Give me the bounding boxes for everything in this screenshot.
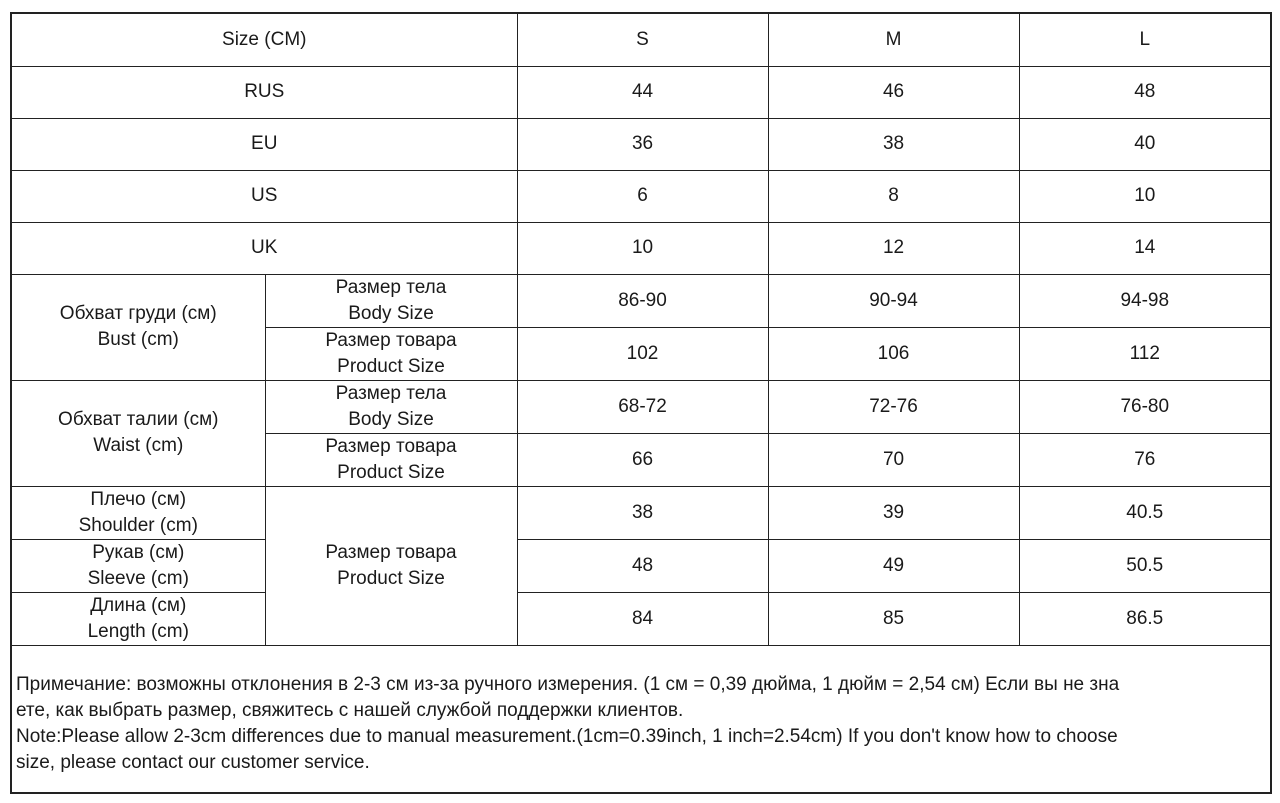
waist-label-en: Waist (cm): [93, 435, 184, 456]
table-cell: 76-80: [1019, 380, 1270, 433]
us-row: [12, 170, 1270, 222]
eu-row: [12, 118, 1270, 170]
table-cell: 102: [517, 327, 768, 380]
table-cell: 6: [517, 170, 768, 222]
table-cell: 46: [768, 66, 1019, 118]
table-cell: 36: [517, 118, 768, 170]
table-cell: 10: [1019, 170, 1270, 222]
table-cell: 40.5: [1019, 486, 1270, 539]
length-label-ru: Длина (см): [90, 594, 187, 616]
size-l-header: L: [1019, 14, 1270, 66]
note-ru-line-2: ете, как выбрать размер, свяжитесь с нашей службой поддержки клиентов.: [16, 700, 684, 721]
table-cell: 48: [517, 539, 768, 592]
table-cell: 49: [768, 539, 1019, 592]
product-size-label-ru: Размер товара: [325, 329, 457, 351]
product-size-label-ru: Размер товара: [325, 541, 457, 563]
table-cell: 66: [517, 433, 768, 486]
body-size-label-ru: Размер тела: [335, 382, 447, 404]
eu-label: EU: [12, 118, 517, 170]
table-cell: 50.5: [1019, 539, 1270, 592]
body-size-label-en: Body Size: [348, 302, 434, 324]
size-header-label: Size (CM): [12, 14, 517, 66]
length-row: [12, 592, 1270, 645]
product-size-label: [265, 327, 517, 380]
shoulder-label-en: Shoulder (cm): [78, 514, 198, 536]
product-size-label: [265, 486, 517, 645]
uk-label: UK: [12, 222, 517, 274]
table-cell: 40: [1019, 118, 1270, 170]
us-label: US: [12, 170, 517, 222]
sleeve-row: [12, 539, 1270, 592]
rus-row: [12, 66, 1270, 118]
table-cell: 94-98: [1019, 274, 1270, 327]
table-cell: 38: [768, 118, 1019, 170]
rus-label: RUS: [12, 66, 517, 118]
table-cell: 84: [517, 592, 768, 645]
sleeve-label: [12, 539, 265, 592]
table-cell: 8: [768, 170, 1019, 222]
table-cell: 12: [768, 222, 1019, 274]
measurement-note: [12, 659, 1270, 776]
size-chart: [10, 12, 1272, 794]
table-cell: 112: [1019, 327, 1270, 380]
table-cell: 44: [517, 66, 768, 118]
size-table: [12, 14, 1270, 646]
product-size-label-en: Product Size: [337, 461, 445, 483]
note-en-line-2: size, please contact our customer service.: [16, 752, 370, 773]
product-size-label-ru: Размер товара: [325, 435, 457, 457]
body-size-label: [265, 274, 517, 327]
header-row: [12, 14, 1270, 66]
table-cell: 48: [1019, 66, 1270, 118]
note-ru-line-1: Примечание: возможны отклонения в 2-3 см из-за ручного измерения. (1 см = 0,39 дюйма, 1 дюйм = 2,54 см) Если вы не зна: [16, 674, 1120, 695]
body-size-label-ru: Размер тела: [335, 276, 447, 298]
sleeve-label-en: Sleeve (cm): [87, 567, 189, 589]
table-cell: 85: [768, 592, 1019, 645]
sleeve-label-ru: Рукав (см): [92, 541, 185, 563]
product-size-label-en: Product Size: [337, 355, 445, 377]
body-size-label: [265, 380, 517, 433]
product-size-label: [265, 433, 517, 486]
table-cell: 90-94: [768, 274, 1019, 327]
table-cell: 39: [768, 486, 1019, 539]
size-m-header: M: [768, 14, 1019, 66]
body-size-label-en: Body Size: [348, 408, 434, 430]
table-cell: 14: [1019, 222, 1270, 274]
table-cell: 70: [768, 433, 1019, 486]
table-cell: 106: [768, 327, 1019, 380]
product-size-label-en: Product Size: [337, 567, 445, 589]
length-label-en: Length (cm): [87, 620, 189, 642]
shoulder-row: [12, 486, 1270, 539]
note-en-line-1: Note:Please allow 2-3cm differences due to manual measurement.(1cm=0.39inch, 1 inch=2.54cm) If you don't know how to choose: [16, 726, 1118, 747]
uk-row: [12, 222, 1270, 274]
bust-label-en: Bust (cm): [97, 329, 179, 350]
table-cell: 72-76: [768, 380, 1019, 433]
shoulder-label-ru: Плечо (см): [90, 488, 187, 510]
shoulder-label: [12, 486, 265, 539]
size-s-header: S: [517, 14, 768, 66]
waist-label-ru: Обхват талии (см): [58, 409, 219, 430]
table-cell: 38: [517, 486, 768, 539]
waist-body-row: [12, 380, 1270, 433]
waist-label: [12, 380, 265, 486]
bust-label-ru: Обхват груди (см): [59, 303, 217, 324]
length-label: [12, 592, 265, 645]
bust-label: [12, 274, 265, 380]
table-cell: 76: [1019, 433, 1270, 486]
table-cell: 10: [517, 222, 768, 274]
table-cell: 86.5: [1019, 592, 1270, 645]
bust-body-row: [12, 274, 1270, 327]
table-cell: 68-72: [517, 380, 768, 433]
table-cell: 86-90: [517, 274, 768, 327]
